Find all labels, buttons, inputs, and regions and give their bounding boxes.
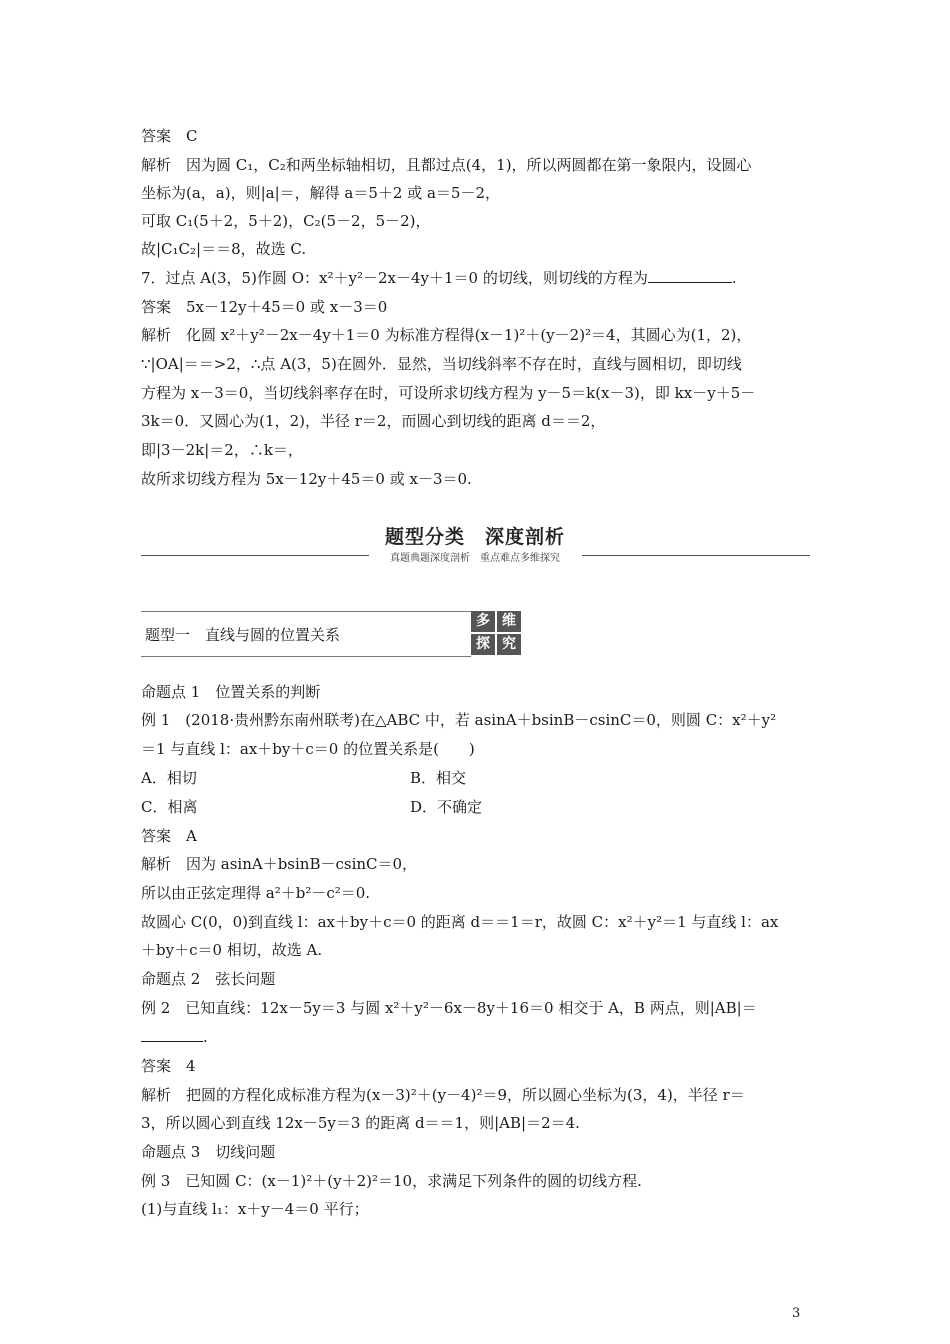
answer-line: 答案 A bbox=[141, 827, 197, 845]
tile-char: 探 bbox=[471, 634, 495, 655]
topic-label: 题型一 直线与圆的位置关系 bbox=[145, 626, 341, 644]
option-a: A．相切 bbox=[141, 769, 197, 787]
analysis-line: 解析 把圆的方程化成标准方程为(x－3)²＋(y－4)²＝9，所以圆心坐标为(3，4)，半径 r＝ bbox=[141, 1086, 745, 1104]
answer-line: 答案 5x－12y＋45＝0 或 x－3＝0 bbox=[141, 298, 388, 316]
proposition-heading: 命题点 1 位置关系的判断 bbox=[141, 683, 321, 701]
option-b: B．相交 bbox=[410, 769, 467, 787]
tile-char: 维 bbox=[497, 611, 521, 632]
answer-line: 答案 C bbox=[141, 127, 198, 145]
analysis-line: ∵|OA|＝＝>2，∴点 A(3，5)在圆外．显然，当切线斜率不存在时，直线与圆相切，即切线 bbox=[141, 355, 742, 373]
analysis-line: 坐标为(a，a)，则|a|＝，解得 a＝5＋2 或 a＝5－2， bbox=[141, 184, 501, 202]
answer-line: 答案 4 bbox=[141, 1057, 196, 1075]
example-line: 例 2 已知直线：12x－5y＝3 与圆 x²＋y²－6x－8y＋16＝0 相交于 A，B 两点，则|AB|＝ bbox=[141, 999, 757, 1017]
tile-char: 究 bbox=[497, 634, 521, 655]
topic-tiles bbox=[471, 611, 521, 655]
analysis-line: ＋by＋c＝0 相切，故选 A. bbox=[141, 941, 323, 959]
page-number: 3 bbox=[792, 1306, 801, 1321]
analysis-line: 即|3－2k|＝2，∴k＝， bbox=[141, 441, 303, 459]
analysis-line: 解析 因为 asinA＋bsinB－csinC＝0， bbox=[141, 855, 418, 873]
analysis-line: 3k＝0．又圆心为(1，2)，半径 r＝2，而圆心到切线的距离 d＝＝2， bbox=[141, 412, 606, 430]
example-line bbox=[141, 1027, 208, 1047]
question-7-text: 7．过点 A(3，5)作圆 O：x²＋y²－2x－4y＋1＝0 的切线，则切线的方程为 bbox=[141, 269, 648, 287]
example-line: 例 1 (2018·贵州黔东南州联考)在△ABC 中，若 asinA＋bsinB－csinC＝0，则圆 C：x²＋y² bbox=[141, 711, 777, 729]
proposition-heading: 命题点 3 切线问题 bbox=[141, 1143, 276, 1161]
analysis-line: 故所求切线方程为 5x－12y＋45＝0 或 x－3＝0. bbox=[141, 470, 472, 488]
section-title: 题型分类 深度剖析 bbox=[384, 526, 565, 548]
option-d: D．不确定 bbox=[410, 798, 483, 816]
option-c: C．相离 bbox=[141, 798, 198, 816]
analysis-line: 解析 化圆 x²＋y²－2x－4y＋1＝0 为标准方程得(x－1)²＋(y－2)²＝4，其圆心为(1，2)， bbox=[141, 326, 752, 344]
analysis-line: 故|C₁C₂|＝＝8，故选 C. bbox=[141, 240, 307, 258]
analysis-line: 所以由正弦定理得 a²＋b²－c²＝0. bbox=[141, 884, 371, 902]
analysis-line: 方程为 x－3＝0，当切线斜率存在时，可设所求切线方程为 y－5＝k(x－3)，即 kx－y＋5－ bbox=[141, 384, 756, 402]
question-7: 7．过点 A(3，5)作圆 O：x²＋y²－2x－4y＋1＝0 的切线，则切线的方程为 . bbox=[141, 269, 737, 287]
analysis-line: 3，所以圆心到直线 12x－5y＝3 的距离 d＝＝1，则|AB|＝2＝4. bbox=[141, 1114, 580, 1132]
example-line: ＝1 与直线 l：ax＋by＋c＝0 的位置关系是( ) bbox=[141, 740, 475, 758]
tile-char: 多 bbox=[471, 611, 495, 632]
analysis-line: 可取 C₁(5＋2，5＋2)，C₂(5－2，5－2)， bbox=[141, 212, 431, 230]
section-subtitle: 真题典题深度剖析 重点难点多维探究 bbox=[390, 553, 560, 564]
analysis-line: 解析 因为圆 C₁，C₂和两坐标轴相切，且都过点(4，1)，所以两圆都在第一象限内，设圆心 bbox=[141, 156, 752, 174]
proposition-heading: 命题点 2 弦长问题 bbox=[141, 970, 276, 988]
example-line: (1)与直线 l₁：x＋y－4＝0 平行； bbox=[141, 1200, 369, 1218]
analysis-line: 故圆心 C(0，0)到直线 l：ax＋by＋c＝0 的距离 d＝＝1＝r，故圆 C：x²＋y²＝1 与直线 l：ax bbox=[141, 913, 779, 931]
example-line: 例 3 已知圆 C：(x－1)²＋(y＋2)²＝10，求满足下列条件的圆的切线方程. bbox=[141, 1172, 642, 1190]
answer-blank bbox=[648, 268, 732, 283]
example-line-end: . bbox=[203, 1028, 208, 1046]
answer-blank bbox=[141, 1027, 203, 1042]
